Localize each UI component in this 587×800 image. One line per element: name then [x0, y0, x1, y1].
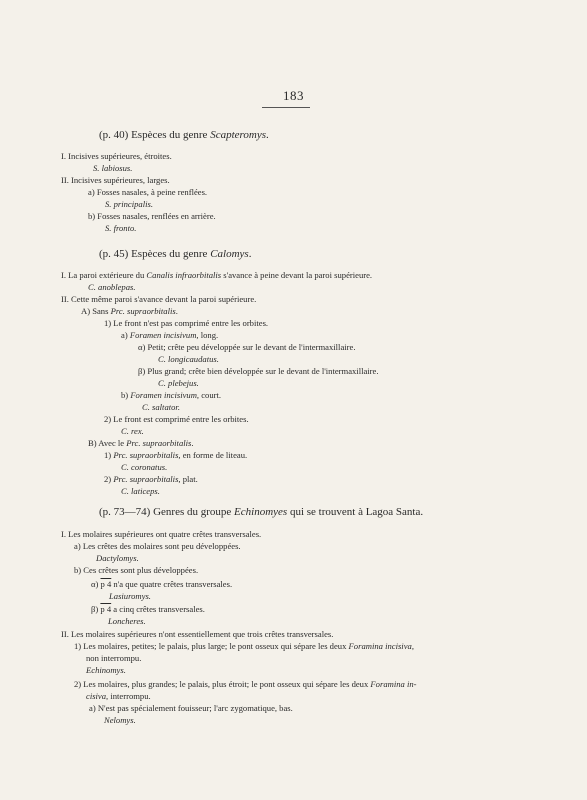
key-line [138, 342, 355, 353]
key-line [88, 438, 194, 449]
line-text: b) Fosses nasales, renflées en arrière. [88, 211, 216, 221]
line-text: , court. [196, 390, 222, 400]
italic-term: C. coronatus. [121, 462, 168, 472]
key-line [61, 175, 170, 186]
key-line [105, 223, 136, 234]
key-line [109, 591, 151, 602]
line-text: a) Les crêtes des molaires sont peu développées. [74, 541, 241, 551]
key-line [74, 679, 417, 690]
line-text: A) Sans [81, 306, 111, 316]
italic-term: cisiva [86, 691, 107, 701]
italic-term: Foramen incisivum [130, 390, 197, 400]
line-text: I. La paroi extérieure du [61, 270, 147, 280]
line-text: b) [121, 390, 131, 400]
italic-term: S. principalis. [105, 199, 153, 209]
line-text: , en forme de liteau. [178, 450, 248, 460]
line-text: , [411, 641, 414, 651]
key-line [104, 450, 247, 461]
line-text: s'avance à peine devant la paroi supérieure. [221, 270, 373, 280]
line-text: a) N'est pas spécialement fouisseur; l'arc zygomatique, bas. [89, 703, 293, 713]
italic-term: Foramina in- [370, 679, 417, 689]
italic-term: Loncheres. [108, 616, 146, 626]
italic-term: Canalis infraorbitalis [146, 270, 222, 280]
italic-term: C. saltator. [142, 402, 180, 412]
line-text: b) Ces crêtes sont plus développées. [74, 565, 199, 575]
italic-term: Prc. supraorbitalis [113, 474, 179, 484]
section-heading [99, 505, 423, 519]
line-text: β) [91, 604, 101, 614]
key-line [121, 390, 221, 401]
key-line [89, 703, 293, 714]
line-text: (p. 40) Espèces du genre [99, 129, 211, 141]
italic-term: C. plebejus. [158, 378, 199, 388]
line-text: a cinq crêtes transversales. [111, 604, 205, 614]
line-text: a) [121, 330, 130, 340]
key-line [81, 306, 178, 317]
key-line [105, 199, 153, 210]
line-text: α) [91, 579, 101, 589]
italic-term: Prc. supraorbitalis [110, 306, 176, 316]
key-line [61, 294, 256, 305]
key-line [88, 211, 216, 222]
key-line [88, 282, 136, 293]
italic-term: Lasiuromys. [109, 591, 151, 601]
page-number: 183 [283, 88, 304, 103]
key-line [121, 330, 218, 341]
key-line [61, 629, 333, 640]
italic-term: Echinomys. [86, 665, 126, 675]
italic-term: Scapteromys [210, 129, 266, 141]
key-line [61, 529, 261, 540]
key-line [86, 665, 126, 676]
line-text: II. Incisives supérieures, larges. [61, 175, 170, 185]
key-line [121, 486, 160, 497]
line-text: 2) Les molaires, plus grandes; le palais, plus étroit; le pont osseux qui sépare les deux [74, 679, 371, 689]
line-text: qui se trouvent à Lagoa Santa. [287, 506, 424, 518]
line-text: II. Cette même paroi s'avance devant la paroi supérieure. [61, 294, 257, 304]
italic-term: C. rex. [121, 426, 144, 436]
key-line [88, 187, 207, 198]
key-line [86, 653, 141, 664]
key-line [104, 474, 198, 485]
key-line [158, 378, 199, 389]
italic-term: Calomys [210, 248, 249, 260]
line-text: 1) Le front n'est pas comprimé entre les orbites. [104, 318, 269, 328]
key-line [86, 691, 151, 702]
key-line [74, 565, 198, 576]
key-line [91, 604, 205, 615]
italic-term: C. anoblepas. [88, 282, 136, 292]
italic-term: Foramen incisivum [129, 330, 197, 340]
line-text: , long. [196, 330, 219, 340]
key-line [121, 426, 144, 437]
key-line [74, 641, 414, 652]
line-text: . [266, 129, 269, 141]
key-line [93, 163, 132, 174]
line-text: I. Incisives supérieures, étroites. [61, 151, 172, 161]
line-text: β) Plus grand; crête bien développée sur le devant de l'intermaxillaire. [138, 366, 379, 376]
key-line [104, 318, 268, 329]
section-heading [99, 247, 251, 261]
line-text: . [248, 248, 252, 260]
line-text: B) Avec le [88, 438, 127, 448]
key-line [108, 616, 146, 627]
key-line [121, 462, 167, 473]
italic-term: Foramina incisiva [348, 641, 412, 651]
line-text: (p. 45) Espèces du genre [99, 248, 211, 260]
section-heading [99, 128, 269, 142]
line-text: n'a que quatre crêtes transversales. [111, 579, 233, 589]
line-text: , interrompu. [106, 691, 151, 701]
italic-term: C. laticeps. [121, 486, 160, 496]
line-text: . [175, 306, 178, 316]
line-text: 1) [104, 450, 114, 460]
key-line [104, 715, 136, 726]
page-number-rule [262, 107, 310, 108]
tooth-notation: p 4 [100, 579, 112, 589]
line-text: II. Les molaires supérieures n'ont essentiellement que trois crêtes transversales. [61, 629, 334, 639]
italic-term: Nelomys. [104, 715, 136, 725]
italic-term: Dactylomys. [96, 553, 139, 563]
key-line [138, 366, 379, 377]
line-text: 2) [104, 474, 114, 484]
italic-term: C. longicaudatus. [158, 354, 219, 364]
line-text: a) Fosses nasales, à peine renflées. [88, 187, 208, 197]
line-text: α) Petit; crête peu développée sur le devant de l'intermaxillaire. [138, 342, 356, 352]
italic-term: Echinomyes [234, 506, 288, 518]
key-line [61, 270, 372, 281]
key-line [91, 579, 232, 590]
key-line [104, 414, 249, 425]
key-line [142, 402, 180, 413]
italic-term: S. fronto. [105, 223, 137, 233]
italic-term: S. labiosus. [93, 163, 133, 173]
key-line [74, 541, 241, 552]
tooth-notation: p 4 [100, 604, 112, 614]
line-text: (p. 73—74) Genres du groupe [99, 506, 235, 518]
key-line [61, 151, 172, 162]
key-line [158, 354, 219, 365]
line-text: . [191, 438, 194, 448]
line-text: 2) Le front est comprimé entre les orbites. [104, 414, 249, 424]
italic-term: Prc. supraorbitalis [126, 438, 192, 448]
line-text: 1) Les molaires, petites; le palais, plus large; le pont osseux qui sépare les deux [74, 641, 349, 651]
line-text: non interrompu. [86, 653, 142, 663]
line-text: I. Les molaires supérieures ont quatre crêtes transversales. [61, 529, 262, 539]
line-text: , plat. [178, 474, 198, 484]
italic-term: Prc. supraorbitalis [113, 450, 179, 460]
key-line [96, 553, 139, 564]
